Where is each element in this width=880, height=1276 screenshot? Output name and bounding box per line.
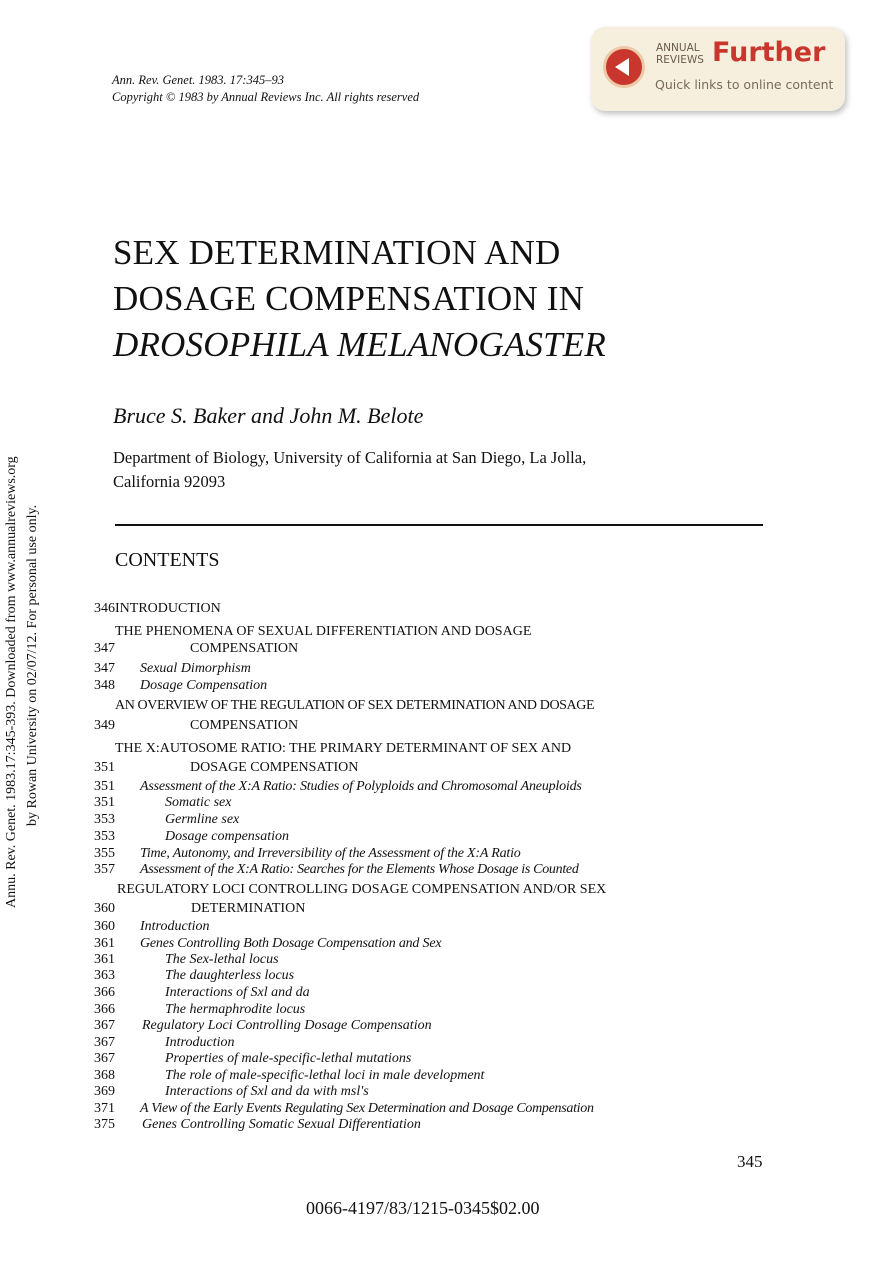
toc-label: A View of the Early Events Regulating Sex Determination and Dosage Compensation <box>140 1101 594 1116</box>
affiliation-line-2: California 92093 <box>113 472 226 491</box>
toc-page: 368 <box>94 1068 115 1083</box>
toc-page: 347 <box>94 661 115 676</box>
toc-page: 353 <box>94 829 115 844</box>
toc-page: 361 <box>94 952 115 967</box>
toc-page: 360 <box>94 919 115 934</box>
toc-label: The Sex-lethal locus <box>165 952 279 967</box>
toc-label: REGULATORY LOCI CONTROLLING DOSAGE COMPENSATION AND/OR SEX <box>117 882 607 897</box>
toc-page: 375 <box>94 1117 115 1132</box>
toc-label: Regulatory Loci Controlling Dosage Compensation <box>142 1018 432 1033</box>
toc-page: 367 <box>94 1018 115 1033</box>
toc-page: 367 <box>94 1035 115 1050</box>
affiliation <box>113 446 586 494</box>
toc-label: COMPENSATION <box>190 718 299 733</box>
toc-page: 360 <box>94 901 115 916</box>
toc-label: Dosage compensation <box>165 829 290 844</box>
toc-page: 369 <box>94 1084 115 1099</box>
further-links-badge[interactable] <box>591 27 845 111</box>
toc-page: 355 <box>94 846 115 861</box>
toc-label: THE PHENOMENA OF SEXUAL DIFFERENTIATION AND DOSAGE <box>115 624 532 639</box>
divider-rule <box>115 524 763 526</box>
toc-label: Introduction <box>165 1035 235 1050</box>
toc-page: 351 <box>94 779 115 794</box>
authors: Bruce S. Baker and John M. Belote <box>113 403 424 428</box>
download-notice-line-2: by Rowan University on 02/07/12. For personal use only. <box>25 504 40 826</box>
brand-line-2: REVIEWS <box>656 54 704 66</box>
toc-label: DETERMINATION <box>191 901 306 916</box>
title-line-1: SEX DETERMINATION AND <box>113 233 561 272</box>
toc-label: Somatic sex <box>165 795 232 810</box>
further-word: Further <box>712 37 826 68</box>
toc-page: 363 <box>94 968 115 983</box>
toc-page: 361 <box>94 936 115 951</box>
toc-page: 366 <box>94 985 115 1000</box>
toc-label: Genes Controlling Somatic Sexual Differentiation <box>142 1117 421 1132</box>
toc-label: COMPENSATION <box>190 641 299 656</box>
article-title <box>113 230 606 368</box>
toc-label: Genes Controlling Both Dosage Compensation and Sex <box>140 936 442 951</box>
toc-page: 351 <box>94 760 115 775</box>
toc-label: INTRODUCTION <box>115 601 221 616</box>
title-line-2: DOSAGE COMPENSATION IN <box>113 279 585 318</box>
back-arrow-icon <box>603 46 645 88</box>
toc-label: Interactions of Sxl and da with msl's <box>165 1084 369 1099</box>
toc-page: 367 <box>94 1051 115 1066</box>
toc-page: 349 <box>94 718 115 733</box>
download-notice <box>0 0 60 920</box>
toc-page: 351 <box>94 795 115 810</box>
brand-line-1: ANNUAL <box>656 42 700 54</box>
toc-label: Interactions of Sxl and da <box>165 985 310 1000</box>
toc-label: DOSAGE COMPENSATION <box>190 760 359 775</box>
toc-label: Sexual Dimorphism <box>140 661 251 676</box>
toc-label: AN OVERVIEW OF THE REGULATION OF SEX DETERMINATION AND DOSAGE <box>115 698 595 713</box>
toc-label: Introduction <box>140 919 210 934</box>
further-tagline: Quick links to online content <box>655 77 834 92</box>
toc-label: Time, Autonomy, and Irreversibility of the Assessment of the X:A Ratio <box>140 846 521 861</box>
toc-label: THE X:AUTOSOME RATIO: THE PRIMARY DETERMINANT OF SEX AND <box>115 741 572 756</box>
toc-page: 371 <box>94 1101 115 1116</box>
toc-label: Dosage Compensation <box>140 678 268 693</box>
toc-page: 357 <box>94 862 115 877</box>
toc-label: Assessment of the X:A Ratio: Studies of Polyploids and Chromosomal Aneuploids <box>140 779 582 794</box>
citation-line-2: Copyright © 1983 by Annual Reviews Inc. All rights reserved <box>112 90 420 104</box>
toc-label: The role of male-specific-lethal loci in male development <box>165 1068 485 1083</box>
contents-heading: CONTENTS <box>115 549 220 571</box>
toc-page: 366 <box>94 1002 115 1017</box>
page-number: 345 <box>737 1152 763 1171</box>
toc-page: 346 <box>94 601 115 616</box>
toc-label: Properties of male-specific-lethal mutations <box>165 1051 412 1066</box>
title-line-3: DROSOPHILA MELANOGASTER <box>113 325 606 364</box>
toc-label: The daughterless locus <box>165 968 295 983</box>
toc-label: Germline sex <box>165 812 240 827</box>
toc-page: 353 <box>94 812 115 827</box>
journal-citation <box>112 72 419 106</box>
toc-label: The hermaphrodite locus <box>165 1002 306 1017</box>
download-notice-line-1: Annu. Rev. Genet. 1983.17:345-393. Downloaded from www.annualreviews.org <box>4 456 19 908</box>
toc-page: 347 <box>94 641 115 656</box>
toc-page: 348 <box>94 678 115 693</box>
toc-label: Assessment of the X:A Ratio: Searches for the Elements Whose Dosage is Counted <box>140 862 579 877</box>
footer-code: 0066-4197/83/1215-0345$02.00 <box>306 1198 540 1218</box>
citation-line-1: Ann. Rev. Genet. 1983. 17:345–93 <box>112 73 284 87</box>
affiliation-line-1: Department of Biology, University of California at San Diego, La Jolla, <box>113 448 587 467</box>
